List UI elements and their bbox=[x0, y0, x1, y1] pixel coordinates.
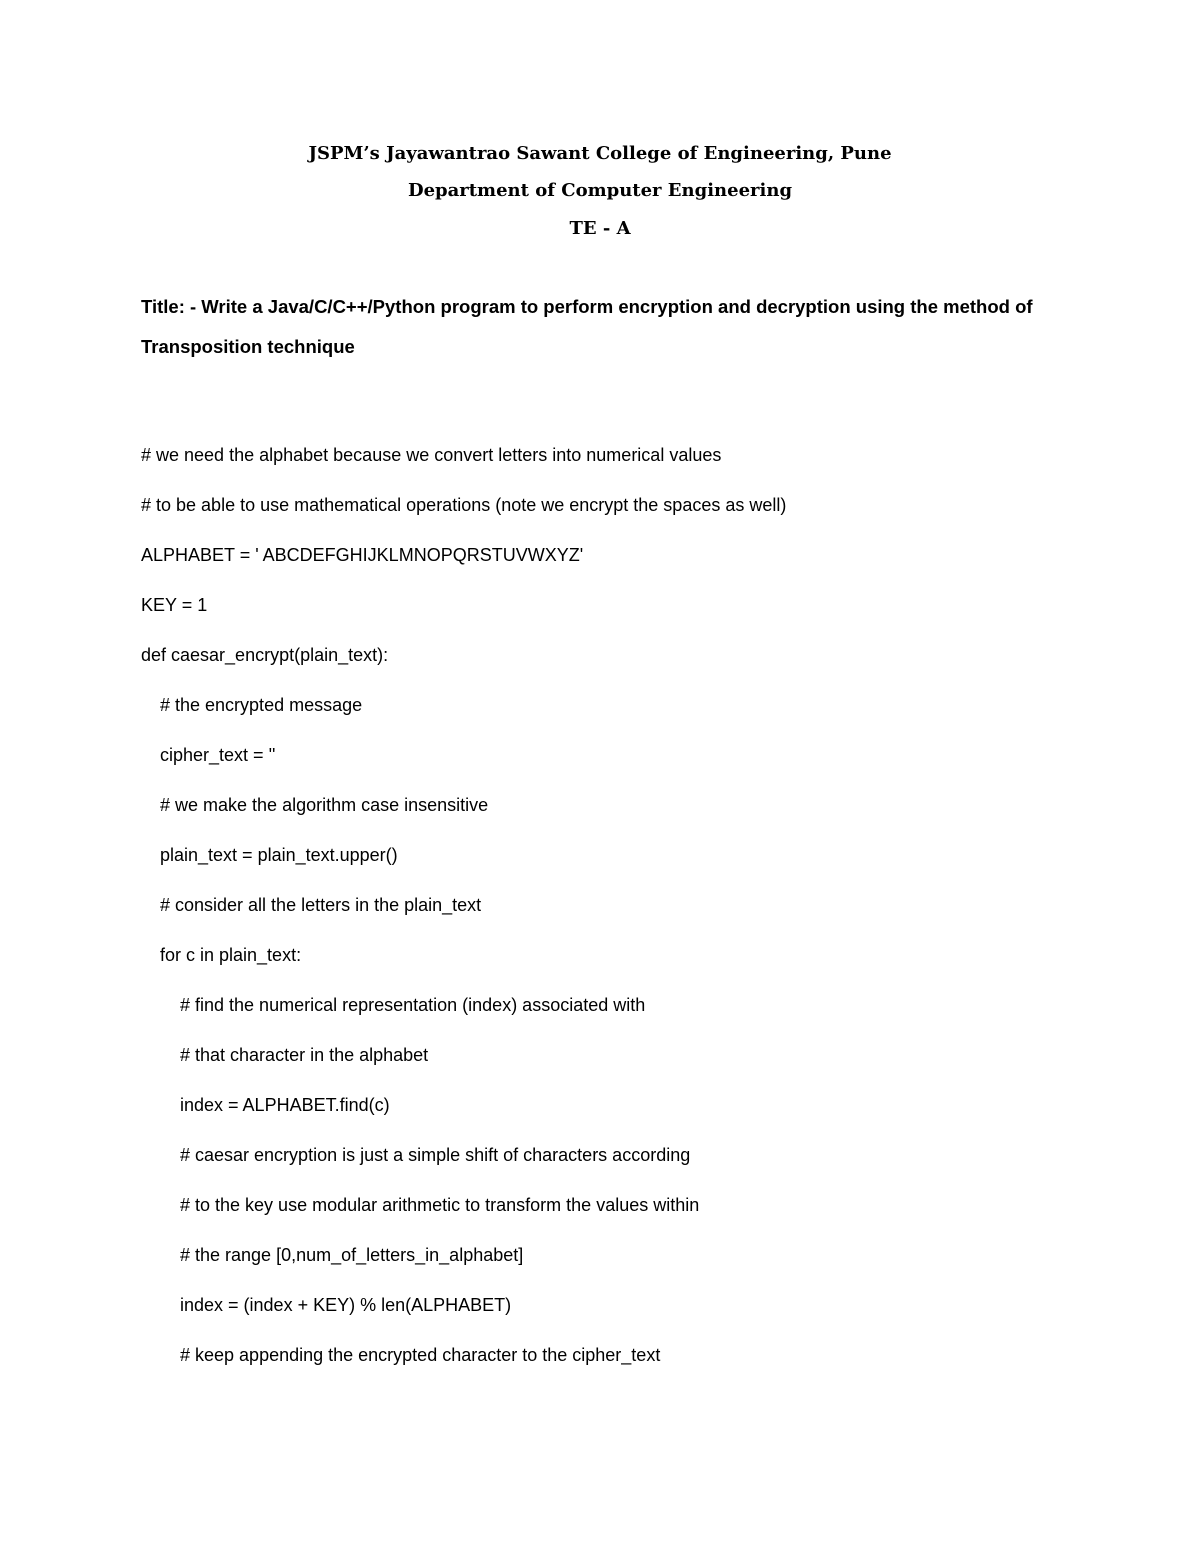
code-line: index = ALPHABET.find(c) bbox=[180, 1095, 390, 1115]
code-line: # we need the alphabet because we convert letters into numerical values bbox=[141, 445, 722, 465]
code-line: # we make the algorithm case insensitive bbox=[160, 795, 489, 815]
code-line: # to be able to use mathematical operations (note we encrypt the spaces as well) bbox=[141, 495, 787, 515]
code-line: # caesar encryption is just a simple shift of characters according bbox=[180, 1145, 691, 1165]
code-line: # keep appending the encrypted character to the cipher_text bbox=[180, 1345, 661, 1365]
class-heading: TE - A bbox=[569, 218, 631, 239]
code-line: cipher_text = '' bbox=[160, 745, 276, 765]
code-line: def caesar_encrypt(plain_text): bbox=[141, 645, 389, 665]
institution-heading: JSPM’s Jayawantrao Sawant College of Engineering, Pune bbox=[308, 143, 892, 164]
code-line: # to the key use modular arithmetic to transform the values within bbox=[180, 1195, 700, 1215]
code-line: KEY = 1 bbox=[141, 595, 208, 615]
code-line: plain_text = plain_text.upper() bbox=[160, 845, 398, 865]
code-line: ALPHABET = ' ABCDEFGHIJKLMNOPQRSTUVWXYZ' bbox=[141, 545, 584, 565]
code-line: index = (index + KEY) % len(ALPHABET) bbox=[180, 1295, 512, 1315]
code-line: # the range [0,num_of_letters_in_alphabet] bbox=[180, 1245, 524, 1265]
department-heading: Department of Computer Engineering bbox=[407, 180, 793, 201]
code-line: # consider all the letters in the plain_text bbox=[160, 895, 482, 915]
code-line: for c in plain_text: bbox=[160, 945, 302, 965]
code-line: # the encrypted message bbox=[160, 695, 363, 715]
code-line: # that character in the alphabet bbox=[180, 1045, 429, 1065]
assignment-title: Title: - Write a Java/C/C++/Python program to perform encryption and decryption using the method of Transposition technique bbox=[141, 296, 1033, 357]
code-line: # find the numerical representation (index) associated with bbox=[180, 995, 646, 1015]
